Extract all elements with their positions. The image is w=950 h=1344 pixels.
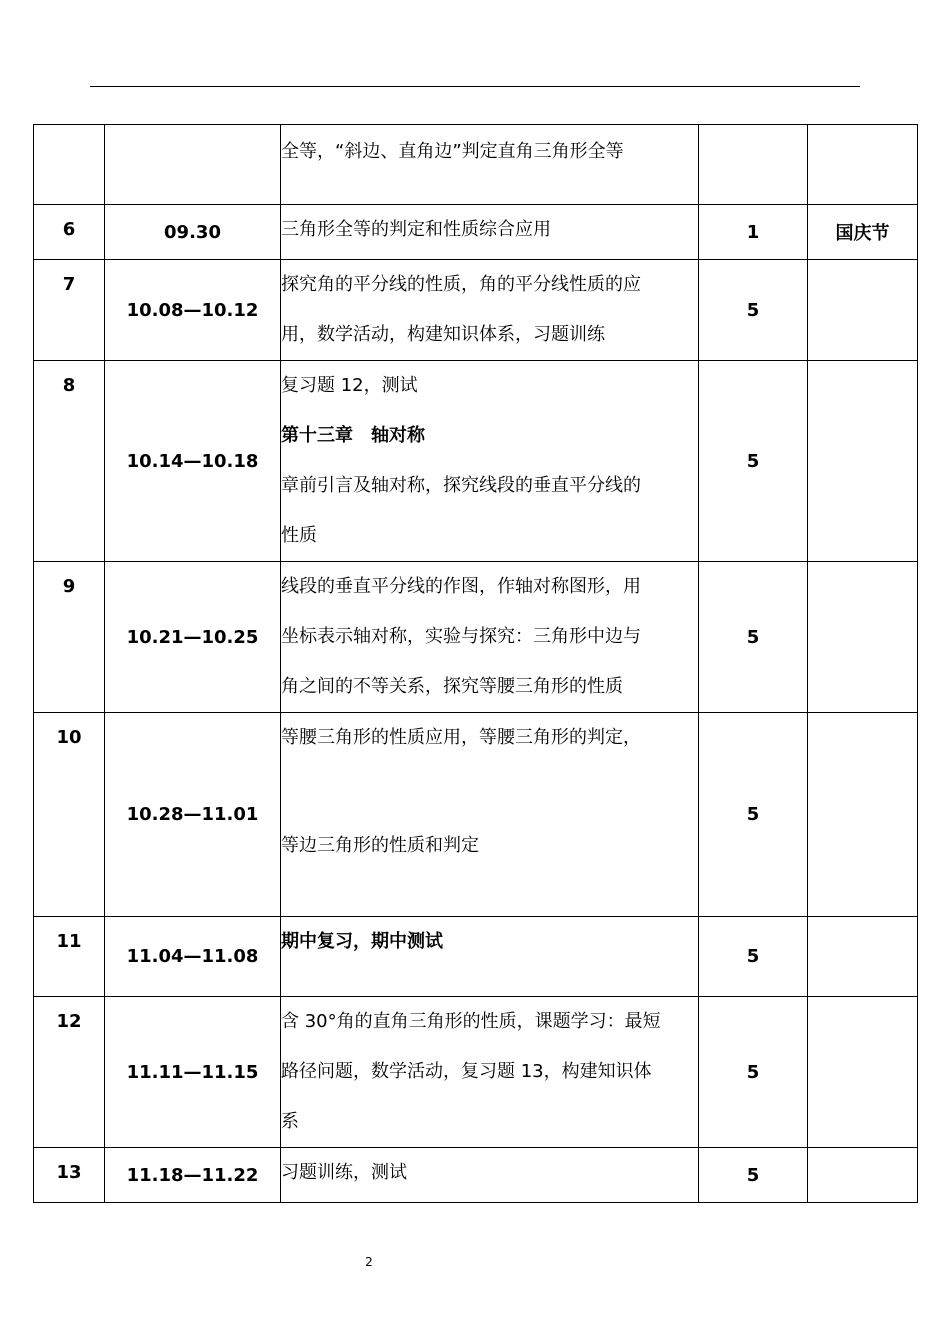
date-cell: 10.28—11.01 xyxy=(105,713,281,917)
content-spacer xyxy=(281,763,698,821)
week-cell: 8 xyxy=(34,361,105,562)
hours-cell: 5 xyxy=(699,997,808,1148)
content-line: 三角形全等的判定和性质综合应用 xyxy=(281,219,551,240)
date-cell: 10.14—10.18 xyxy=(105,361,281,562)
content-line: 习题训练，测试 xyxy=(281,1162,407,1183)
week-cell: 10 xyxy=(34,713,105,917)
table-row xyxy=(34,125,918,205)
content-line: 坐标表示轴对称，实验与探究：三角形中边与 xyxy=(281,626,641,647)
week-cell: 12 xyxy=(34,997,105,1148)
content-line: 用，数学活动，构建知识体系，习题训练 xyxy=(281,324,605,345)
content-line: 章前引言及轴对称，探究线段的垂直平分线的 xyxy=(281,475,641,496)
content-line: 全等，“斜边、直角边”判定直角三角形全等 xyxy=(281,141,624,162)
content-cell xyxy=(281,125,699,205)
note-cell xyxy=(808,260,918,361)
hours-cell: 5 xyxy=(699,562,808,713)
hours-cell: 5 xyxy=(699,917,808,997)
date-cell: 11.11—11.15 xyxy=(105,997,281,1148)
date-cell: 11.04—11.08 xyxy=(105,917,281,997)
date-cell: 10.08—10.12 xyxy=(105,260,281,361)
date-cell: 09.30 xyxy=(105,205,281,260)
chapter-heading: 第十三章 轴对称 xyxy=(281,425,425,446)
note-cell xyxy=(808,713,918,917)
week-cell: 11 xyxy=(34,917,105,997)
content-line: 路径问题，数学活动，复习题 13，构建知识体 xyxy=(281,1061,652,1082)
table-row xyxy=(34,205,918,260)
note-cell xyxy=(808,917,918,997)
content-cell xyxy=(281,1148,699,1203)
week-cell: 13 xyxy=(34,1148,105,1203)
note-cell xyxy=(808,125,918,205)
table-row xyxy=(34,917,918,997)
content-cell xyxy=(281,997,699,1148)
hours-cell: 5 xyxy=(699,713,808,917)
hours-cell: 5 xyxy=(699,260,808,361)
hours-cell: 5 xyxy=(699,1148,808,1203)
content-cell xyxy=(281,361,699,562)
content-cell xyxy=(281,713,699,917)
note-cell: 国庆节 xyxy=(808,205,918,260)
hours-cell: 5 xyxy=(699,361,808,562)
week-cell: 6 xyxy=(34,205,105,260)
content-cell xyxy=(281,917,699,997)
week-cell xyxy=(34,125,105,205)
note-cell xyxy=(808,562,918,713)
note-cell xyxy=(808,997,918,1148)
content-cell xyxy=(281,260,699,361)
content-cell xyxy=(281,205,699,260)
table-row xyxy=(34,361,918,562)
note-cell xyxy=(808,1148,918,1203)
week-cell: 9 xyxy=(34,562,105,713)
content-line: 线段的垂直平分线的作图，作轴对称图形，用 xyxy=(281,576,641,597)
table-row xyxy=(34,997,918,1148)
content-line: 角之间的不等关系，探究等腰三角形的性质 xyxy=(281,676,623,697)
hours-cell xyxy=(699,125,808,205)
content-line: 系 xyxy=(281,1111,299,1132)
date-cell xyxy=(105,125,281,205)
table-row xyxy=(34,562,918,713)
table-row xyxy=(34,1148,918,1203)
date-cell: 10.21—10.25 xyxy=(105,562,281,713)
date-cell: 11.18—11.22 xyxy=(105,1148,281,1203)
table-row xyxy=(34,260,918,361)
hours-cell: 1 xyxy=(699,205,808,260)
note-cell xyxy=(808,361,918,562)
content-line: 探究角的平分线的性质，角的平分线性质的应 xyxy=(281,274,641,295)
content-line: 性质 xyxy=(281,525,317,546)
table-row xyxy=(34,713,918,917)
content-line: 复习题 12，测试 xyxy=(281,375,418,396)
content-line: 含 30°角的直角三角形的性质，课题学习：最短 xyxy=(281,1011,661,1032)
content-line: 等腰三角形的性质应用，等腰三角形的判定， xyxy=(281,727,641,748)
header-rule xyxy=(90,86,860,87)
content-cell xyxy=(281,562,699,713)
content-line: 期中复习，期中测试 xyxy=(281,931,443,952)
content-line: 等边三角形的性质和判定 xyxy=(281,835,479,856)
teaching-schedule-table xyxy=(33,124,918,1203)
page-number: 2 xyxy=(365,1255,373,1269)
week-cell: 7 xyxy=(34,260,105,361)
